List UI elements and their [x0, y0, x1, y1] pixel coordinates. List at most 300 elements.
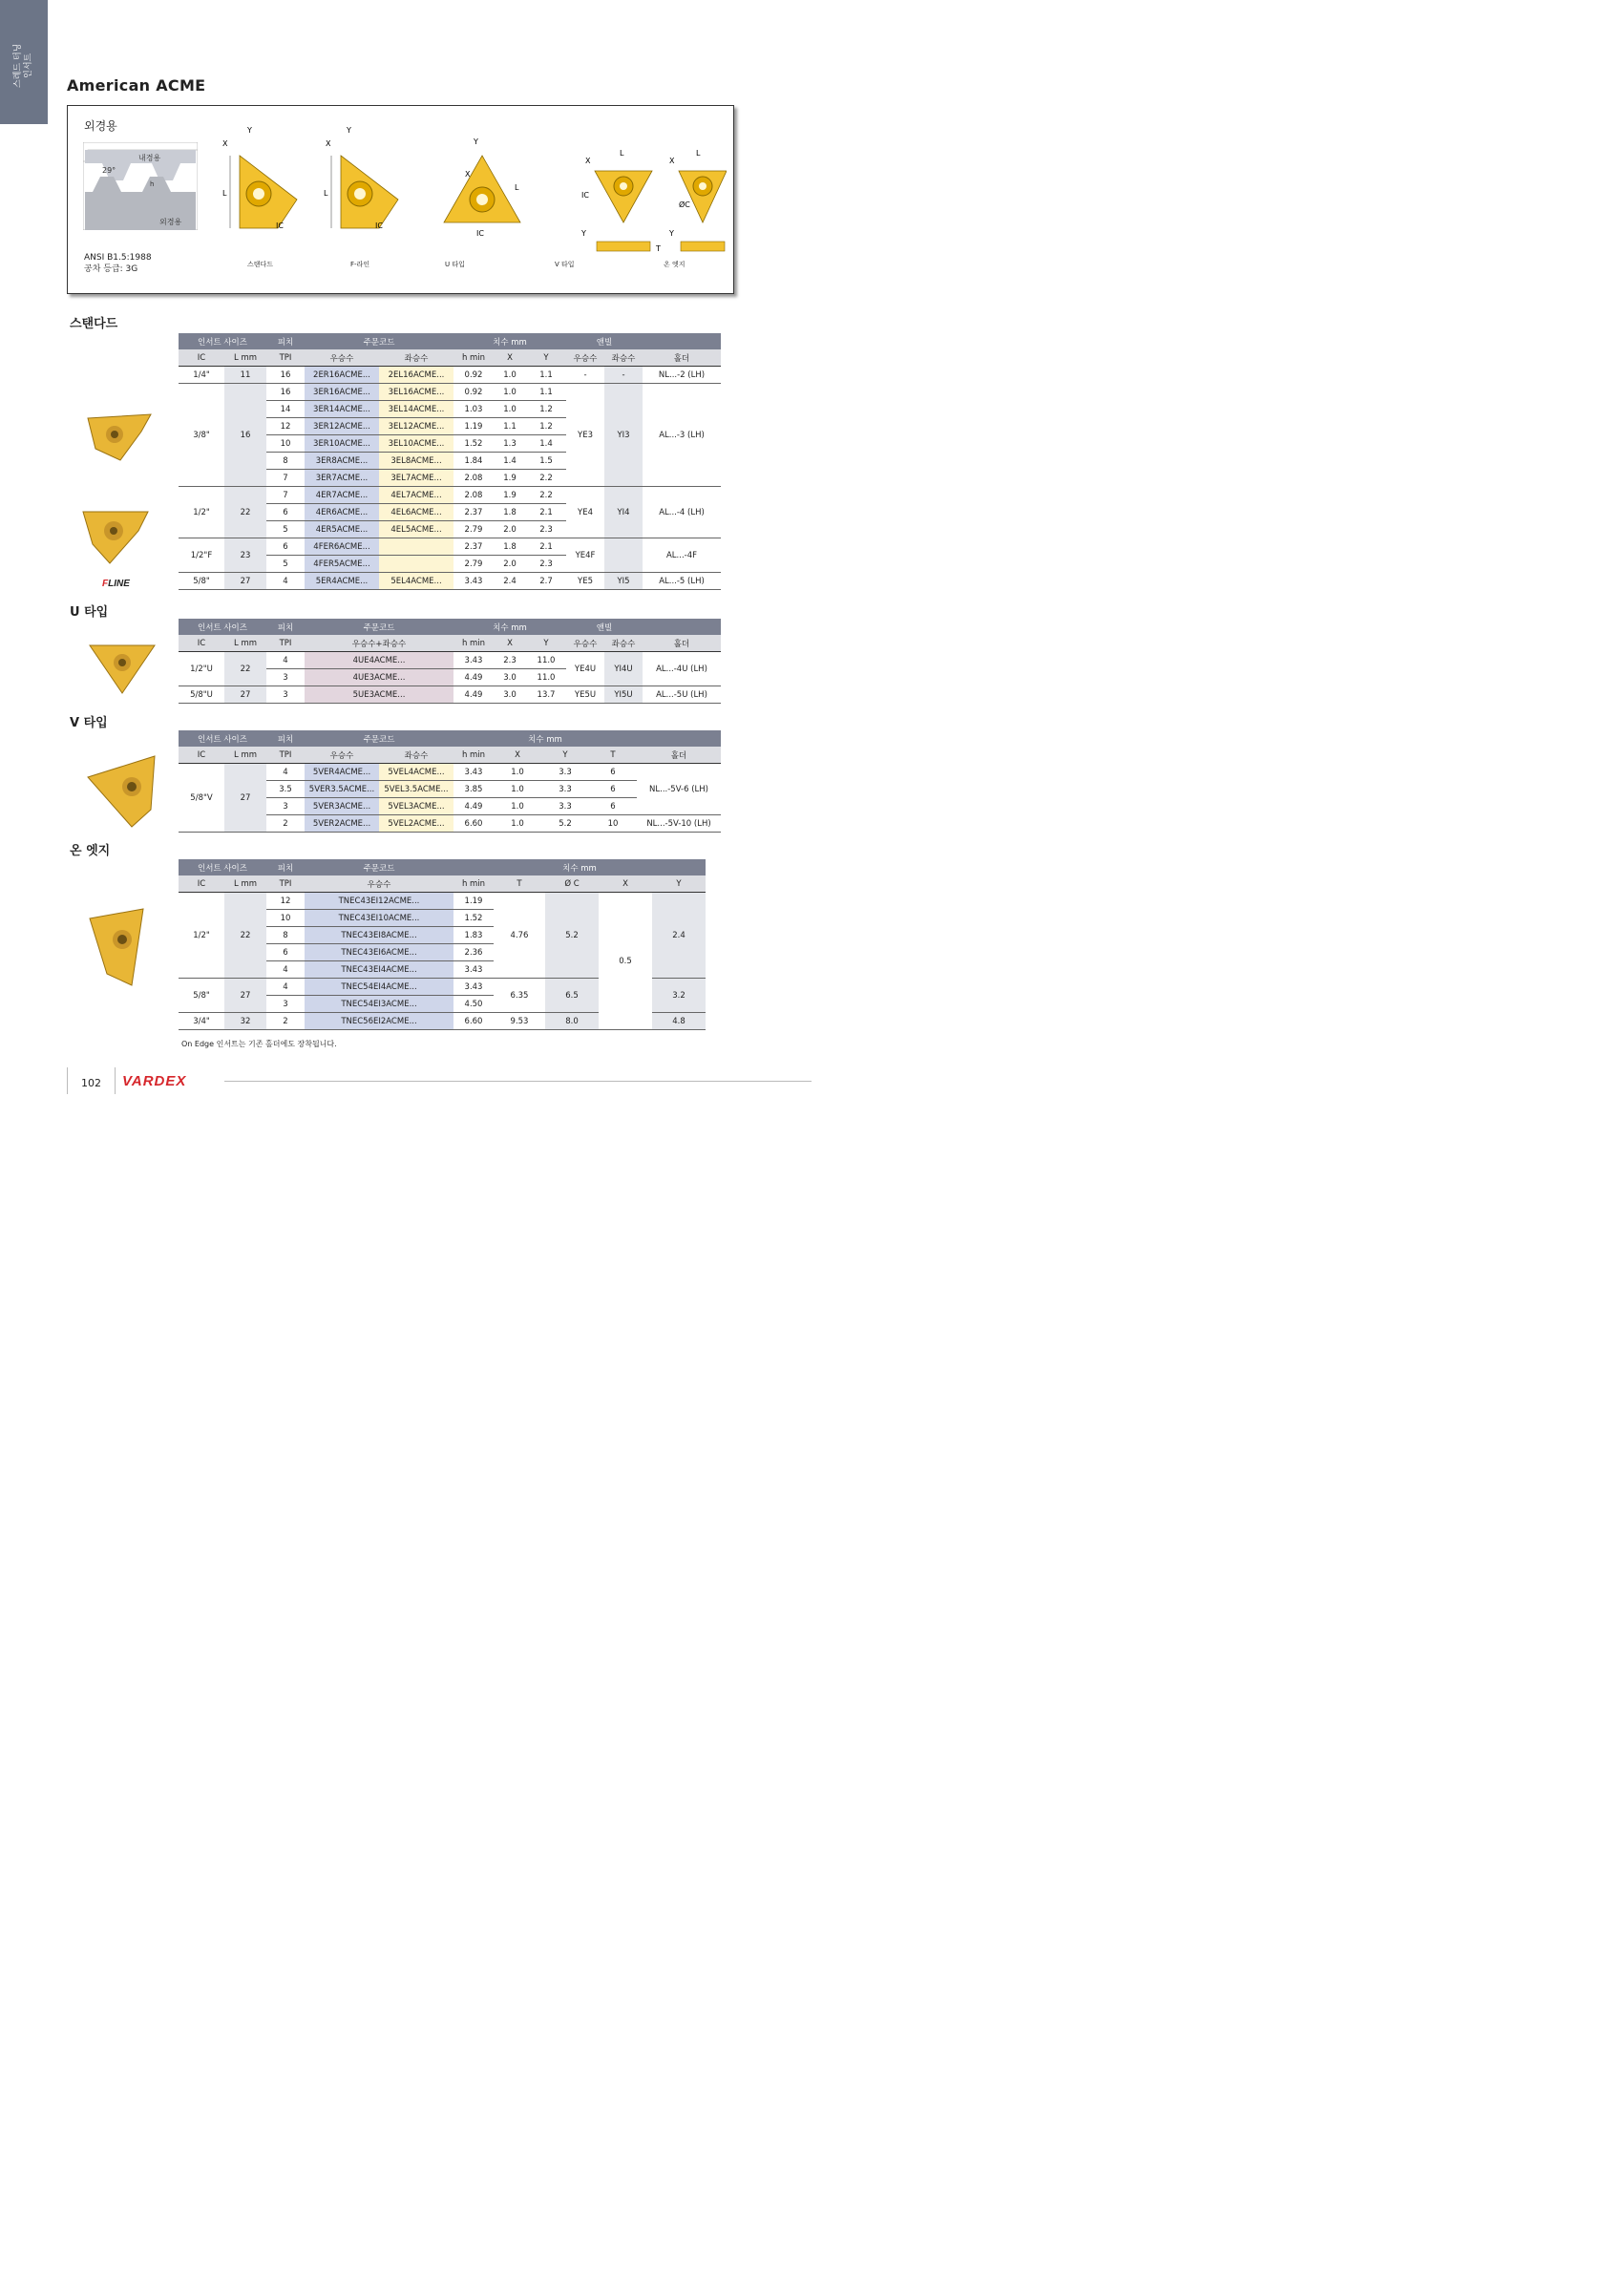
- table-cell: 6: [589, 764, 637, 781]
- table-cell: 3ER12ACME...: [305, 418, 379, 435]
- table-cell: 2EL16ACME...: [379, 367, 453, 384]
- table-cell: 주문코드: [305, 619, 453, 635]
- table-cell: 2.4: [652, 893, 706, 979]
- table-cell: 11.0: [526, 652, 566, 669]
- table-cell: 5: [266, 521, 305, 538]
- diagram-box: [67, 105, 734, 294]
- table-cell: 23: [224, 538, 266, 573]
- table-cell: 3.43: [453, 764, 494, 781]
- sidebar-tab-label: 스레드 터닝 인서트: [13, 43, 33, 88]
- table-cell: 3.3: [541, 798, 589, 815]
- table-cell: 14: [266, 401, 305, 418]
- table-cell: TNEC43EI6ACME...: [305, 944, 453, 961]
- table-cell: h min: [453, 875, 494, 893]
- table-cell: 6: [589, 781, 637, 798]
- table-cell: [643, 619, 721, 635]
- svg-text:X: X: [669, 157, 675, 165]
- table-cell: 2.7: [526, 573, 566, 590]
- table-cell: 3EL10ACME...: [379, 435, 453, 453]
- table-cell: 5VER2ACME...: [305, 815, 379, 833]
- table-cell: 우승수+좌승수: [305, 635, 453, 652]
- table-cell: AL...-4F: [643, 538, 721, 573]
- table-cell: 8.0: [545, 1013, 599, 1030]
- table-cell: 2: [266, 815, 305, 833]
- table-cell: 앤빌: [566, 619, 643, 635]
- standard-note: ANSI B1.5:1988 공차 등급: 3G: [84, 253, 152, 274]
- table-cell: 1.8: [494, 538, 526, 556]
- table-cell: 3: [266, 996, 305, 1013]
- table-row: [179, 764, 721, 781]
- table-cell: 4.50: [453, 996, 494, 1013]
- table-cell: h min: [453, 349, 494, 367]
- external-label-2: 외경용: [159, 218, 182, 226]
- table-cell: 1.1: [526, 367, 566, 384]
- svg-text:X: X: [222, 139, 228, 148]
- table-cell: 1.52: [453, 910, 494, 927]
- table-cell: TPI: [266, 747, 305, 764]
- table-cell: 2.4: [494, 573, 526, 590]
- f-line-logo: FLINE: [102, 579, 130, 589]
- table-cell: 3ER16ACME...: [305, 384, 379, 401]
- table-cell: 3: [266, 686, 305, 704]
- table-cell: 1.03: [453, 401, 494, 418]
- table-cell: 치수 mm: [453, 730, 637, 747]
- table-cell: 27: [224, 764, 266, 833]
- table-cell: 1/2": [179, 893, 224, 979]
- table-header-row: [179, 635, 721, 652]
- table-cell: 12: [266, 893, 305, 910]
- table-cell: 우승수: [305, 875, 453, 893]
- table-cell: 10: [266, 435, 305, 453]
- table-cell: 7: [266, 470, 305, 487]
- brand-logo: VARDEX: [122, 1073, 187, 1089]
- svg-text:T: T: [656, 244, 661, 253]
- u-type-insert-figure: [444, 137, 520, 238]
- table-cell: 좌승수: [604, 635, 643, 652]
- table-cell: YI4U: [604, 652, 643, 686]
- svg-text:Y: Y: [474, 137, 478, 146]
- table-cell: 4UE3ACME...: [305, 669, 453, 686]
- table-row: [179, 487, 721, 504]
- table-cell: 4ER7ACME...: [305, 487, 379, 504]
- table-cell: 좌승수: [379, 747, 453, 764]
- header-dims: 치수 mm: [453, 333, 566, 349]
- svg-text:IC: IC: [476, 229, 484, 238]
- table-cell: L mm: [224, 635, 266, 652]
- table-cell: 4UE4ACME...: [305, 652, 453, 669]
- table-cell: YE4U: [566, 652, 604, 686]
- table-cell: 27: [224, 686, 266, 704]
- caption-standard: 스탠다드: [247, 261, 274, 268]
- table-cell: 2.08: [453, 487, 494, 504]
- table-cell: 1.19: [453, 893, 494, 910]
- table-cell: 3/4": [179, 1013, 224, 1030]
- table-cell: 주문코드: [305, 730, 453, 747]
- table-cell: AL...-5U (LH): [643, 686, 721, 704]
- table-cell: 2.3: [526, 556, 566, 573]
- table-cell: X: [599, 875, 652, 893]
- table-cell: 4ER5ACME...: [305, 521, 379, 538]
- svg-text:L: L: [324, 189, 328, 198]
- table-cell: 5VEL3ACME...: [379, 798, 453, 815]
- table-cell: 0.92: [453, 384, 494, 401]
- page-number: 102: [81, 1077, 101, 1089]
- table-cell: 3ER7ACME...: [305, 470, 379, 487]
- svg-text:X: X: [326, 139, 331, 148]
- table-cell: 1.5: [526, 453, 566, 470]
- svg-text:IC: IC: [375, 221, 383, 230]
- table-cell: [379, 556, 453, 573]
- section-title-u-type: U 타입: [70, 605, 109, 620]
- table-cell: YE5U: [566, 686, 604, 704]
- table-cell: 1/4": [179, 367, 224, 384]
- svg-text:L: L: [222, 189, 227, 198]
- table-cell: Ø C: [545, 875, 599, 893]
- table-cell: 0.5: [599, 893, 652, 1030]
- table-cell: 4EL5ACME...: [379, 521, 453, 538]
- on-edge-table: [179, 859, 706, 1030]
- table-cell: 1.1: [526, 384, 566, 401]
- table-cell: 4ER6ACME...: [305, 504, 379, 521]
- table-cell: 4.8: [652, 1013, 706, 1030]
- table-cell: 5.2: [541, 815, 589, 833]
- table-cell: 8: [266, 927, 305, 944]
- table-header-row: [179, 619, 721, 635]
- svg-text:ØC: ØC: [679, 200, 690, 209]
- table-cell: 인서트 사이즈: [179, 730, 266, 747]
- table-cell: TNEC43EI12ACME...: [305, 893, 453, 910]
- table-cell: 16: [266, 367, 305, 384]
- table-cell: NL...-5V-10 (LH): [637, 815, 721, 833]
- table-cell: 5VER3.5ACME...: [305, 781, 379, 798]
- table-row: [179, 652, 721, 669]
- table-cell: 홀더: [643, 635, 721, 652]
- table-header-row: [179, 747, 721, 764]
- table-cell: L mm: [224, 875, 266, 893]
- table-row: [179, 384, 721, 401]
- table-cell: 1.9: [494, 470, 526, 487]
- table-cell: 0.92: [453, 367, 494, 384]
- table-cell: 1.83: [453, 927, 494, 944]
- table-cell: 3.3: [541, 764, 589, 781]
- table-cell: Y: [541, 747, 589, 764]
- sidebar-tab: [0, 0, 48, 124]
- table-cell: 10: [266, 910, 305, 927]
- table-cell: NL...-5V-6 (LH): [637, 764, 721, 815]
- table-cell: 5VEL2ACME...: [379, 815, 453, 833]
- table-cell: 1.0: [494, 367, 526, 384]
- svg-text:L: L: [620, 149, 624, 158]
- table-cell: 5/8"V: [179, 764, 224, 833]
- table-cell: T: [494, 875, 545, 893]
- table-cell: 1/2"U: [179, 652, 224, 686]
- table-cell: -: [566, 367, 604, 384]
- table-cell: 2.37: [453, 504, 494, 521]
- table-cell: 6: [266, 504, 305, 521]
- table-cell: 우승수: [566, 349, 604, 367]
- table-cell: IC: [179, 635, 224, 652]
- table-cell: 6: [266, 944, 305, 961]
- table-cell: 인서트 사이즈: [179, 619, 266, 635]
- table-row: [179, 893, 706, 910]
- table-cell: 1.0: [494, 781, 541, 798]
- table-cell: NL...-2 (LH): [643, 367, 721, 384]
- table-cell: 1.2: [526, 418, 566, 435]
- section-title-on-edge: 온 엣지: [70, 844, 111, 858]
- table-cell: 1.0: [494, 798, 541, 815]
- table-cell: 22: [224, 652, 266, 686]
- table-cell: 1/2"F: [179, 538, 224, 573]
- table-cell: 2.1: [526, 538, 566, 556]
- table-cell: YE3: [566, 384, 604, 487]
- table-cell: 2.0: [494, 521, 526, 538]
- page-footer: [67, 1067, 812, 1096]
- caption-on-edge: 온 엣지: [664, 261, 685, 268]
- caption-v-type: V 타입: [555, 261, 575, 268]
- svg-text:L: L: [696, 149, 701, 158]
- table-cell: 3: [266, 669, 305, 686]
- table-cell: 2.79: [453, 521, 494, 538]
- table-cell: 좌승수: [379, 349, 453, 367]
- table-header-row: [179, 859, 706, 875]
- table-cell: TPI: [266, 875, 305, 893]
- table-cell: 5VER4ACME...: [305, 764, 379, 781]
- table-cell: YI3: [604, 384, 643, 487]
- table-cell: 6.60: [453, 815, 494, 833]
- table-cell: 3ER8ACME...: [305, 453, 379, 470]
- thread-profile-diagram: [83, 142, 198, 230]
- svg-text:X: X: [585, 157, 591, 165]
- table-cell: 홀더: [637, 747, 721, 764]
- table-cell: 3.0: [494, 669, 526, 686]
- table-cell: 5/8": [179, 979, 224, 1013]
- table-cell: 4FER6ACME...: [305, 538, 379, 556]
- table-cell: 5ER4ACME...: [305, 573, 379, 590]
- svg-text:IC: IC: [276, 221, 284, 230]
- table-cell: 3EL12ACME...: [379, 418, 453, 435]
- table-cell: 3.43: [453, 961, 494, 979]
- table-cell: 홀더: [643, 349, 721, 367]
- table-cell: 2ER16ACME...: [305, 367, 379, 384]
- table-cell: 1/2": [179, 487, 224, 538]
- table-cell: 인서트 사이즈: [179, 859, 266, 875]
- table-cell: [637, 730, 721, 747]
- table-cell: 3.85: [453, 781, 494, 798]
- table-cell: IC: [179, 875, 224, 893]
- table-cell: 2.79: [453, 556, 494, 573]
- table-cell: 7: [266, 487, 305, 504]
- table-cell: 3EL16ACME...: [379, 384, 453, 401]
- table-cell: AL...-3 (LH): [643, 384, 721, 487]
- on-edge-insert-image: [88, 907, 147, 988]
- table-cell: YI5U: [604, 686, 643, 704]
- table-cell: 치수 mm: [453, 859, 706, 875]
- table-cell: 우승수: [305, 349, 379, 367]
- table-cell: Y: [526, 635, 566, 652]
- table-cell: 5VEL3.5ACME...: [379, 781, 453, 798]
- table-cell: 2.2: [526, 470, 566, 487]
- header-anvil: 앤빌: [566, 333, 643, 349]
- table-cell: 2.2: [526, 487, 566, 504]
- table-cell: YE4F: [566, 538, 604, 573]
- table-cell: TPI: [266, 635, 305, 652]
- svg-text:Y: Y: [669, 229, 674, 238]
- internal-label: 내경용: [138, 154, 161, 162]
- table-cell: 2.36: [453, 944, 494, 961]
- table-cell: 4EL7ACME...: [379, 487, 453, 504]
- table-cell: YI5: [604, 573, 643, 590]
- table-header-row: [179, 333, 721, 349]
- table-cell: 27: [224, 979, 266, 1013]
- table-cell: Y: [526, 349, 566, 367]
- u-type-table: [179, 619, 721, 704]
- table-cell: [604, 538, 643, 573]
- table-cell: 5VEL4ACME...: [379, 764, 453, 781]
- table-cell: 1.52: [453, 435, 494, 453]
- table-cell: 4: [266, 573, 305, 590]
- table-cell: T: [589, 747, 637, 764]
- table-cell: 1.0: [494, 384, 526, 401]
- table-cell: 5/8"U: [179, 686, 224, 704]
- table-cell: 2.3: [526, 521, 566, 538]
- table-cell: TNEC54EI3ACME...: [305, 996, 453, 1013]
- table-cell: TNEC43EI4ACME...: [305, 961, 453, 979]
- table-cell: IC: [179, 747, 224, 764]
- table-cell: TNEC43EI10ACME...: [305, 910, 453, 927]
- table-cell: 1.2: [526, 401, 566, 418]
- table-cell: 10: [589, 815, 637, 833]
- angle-label: 29°: [102, 166, 116, 175]
- table-row: [179, 538, 721, 556]
- table-cell: 5: [266, 556, 305, 573]
- table-cell: 4.49: [453, 798, 494, 815]
- table-cell: 우승수: [305, 747, 379, 764]
- table-cell: 1.4: [526, 435, 566, 453]
- table-cell: L mm: [224, 349, 266, 367]
- table-cell: 주문코드: [305, 859, 453, 875]
- table-cell: 2.37: [453, 538, 494, 556]
- header-order-code: 주문코드: [305, 333, 453, 349]
- f-line-insert-image: [81, 506, 153, 568]
- table-cell: L mm: [224, 747, 266, 764]
- table-cell: 1.0: [494, 815, 541, 833]
- table-cell: 5.2: [545, 893, 599, 979]
- table-cell: 5/8": [179, 573, 224, 590]
- table-row: [179, 573, 721, 590]
- table-cell: X: [494, 635, 526, 652]
- table-cell: 3EL8ACME...: [379, 453, 453, 470]
- v-type-table: [179, 730, 721, 833]
- h-label: h: [150, 180, 155, 188]
- table-cell: 5UE3ACME...: [305, 686, 453, 704]
- on-edge-insert-figure: [668, 149, 727, 251]
- footnote: On Edge 인서트는 기존 홀더에도 장착됩니다.: [181, 1040, 337, 1048]
- table-cell: IC: [179, 349, 224, 367]
- table-cell: 1.3: [494, 435, 526, 453]
- table-cell: 3/8": [179, 384, 224, 487]
- table-cell: -: [604, 367, 643, 384]
- table-cell: h min: [453, 747, 494, 764]
- header-pitch: 피치: [266, 333, 305, 349]
- table-cell: 1.19: [453, 418, 494, 435]
- table-cell: TNEC43EI8ACME...: [305, 927, 453, 944]
- table-header-row: [179, 730, 721, 747]
- table-cell: X: [494, 747, 541, 764]
- table-cell: 1.84: [453, 453, 494, 470]
- section-title-standard: 스탠다드: [70, 317, 118, 331]
- v-type-insert-image: [86, 754, 158, 829]
- table-cell: 3.5: [266, 781, 305, 798]
- table-cell: 16: [224, 384, 266, 487]
- table-cell: 3.43: [453, 652, 494, 669]
- v-type-insert-figure: [580, 149, 661, 253]
- table-cell: 8: [266, 453, 305, 470]
- svg-text:Y: Y: [247, 126, 252, 135]
- table-cell: 3.0: [494, 686, 526, 704]
- table-cell: 4: [266, 652, 305, 669]
- table-cell: 27: [224, 573, 266, 590]
- table-cell: 16: [266, 384, 305, 401]
- table-cell: 3ER10ACME...: [305, 435, 379, 453]
- table-cell: 6.60: [453, 1013, 494, 1030]
- table-cell: 좌승수: [604, 349, 643, 367]
- table-cell: 12: [266, 418, 305, 435]
- page-title: American ACME: [67, 76, 206, 95]
- table-cell: YI4: [604, 487, 643, 538]
- table-cell: [643, 333, 721, 349]
- table-cell: 5VER3ACME...: [305, 798, 379, 815]
- table-row: [179, 367, 721, 384]
- table-header-row: [179, 349, 721, 367]
- svg-text:L: L: [515, 183, 519, 192]
- standard-insert-figure: [222, 126, 297, 230]
- table-cell: 3EL7ACME...: [379, 470, 453, 487]
- table-cell: 3.2: [652, 979, 706, 1013]
- table-cell: 4: [266, 764, 305, 781]
- table-cell: X: [494, 349, 526, 367]
- table-cell: 2.1: [526, 504, 566, 521]
- table-cell: 피치: [266, 730, 305, 747]
- table-cell: 3.3: [541, 781, 589, 798]
- table-cell: 1.8: [494, 504, 526, 521]
- table-cell: TPI: [266, 349, 305, 367]
- table-cell: 치수 mm: [453, 619, 566, 635]
- table-cell: AL...-4 (LH): [643, 487, 721, 538]
- table-cell: 3EL14ACME...: [379, 401, 453, 418]
- table-cell: 3.43: [453, 979, 494, 996]
- table-cell: 9.53: [494, 1013, 545, 1030]
- table-cell: 22: [224, 487, 266, 538]
- header-insert-size: 인서트 사이즈: [179, 333, 266, 349]
- table-cell: 1.0: [494, 401, 526, 418]
- table-cell: 3: [266, 798, 305, 815]
- table-cell: Y: [652, 875, 706, 893]
- table-cell: 피치: [266, 619, 305, 635]
- table-cell: 11.0: [526, 669, 566, 686]
- table-cell: 6.35: [494, 979, 545, 1013]
- external-label: 외경용: [84, 119, 117, 133]
- table-cell: 1.0: [494, 764, 541, 781]
- table-cell: 피치: [266, 859, 305, 875]
- table-cell: 6: [266, 538, 305, 556]
- table-cell: 2.0: [494, 556, 526, 573]
- table-cell: 11: [224, 367, 266, 384]
- insert-dimension-figures: [211, 116, 727, 268]
- svg-text:X: X: [465, 170, 471, 179]
- table-cell: 1.1: [494, 418, 526, 435]
- table-cell: 5EL4ACME...: [379, 573, 453, 590]
- table-cell: TNEC54EI4ACME...: [305, 979, 453, 996]
